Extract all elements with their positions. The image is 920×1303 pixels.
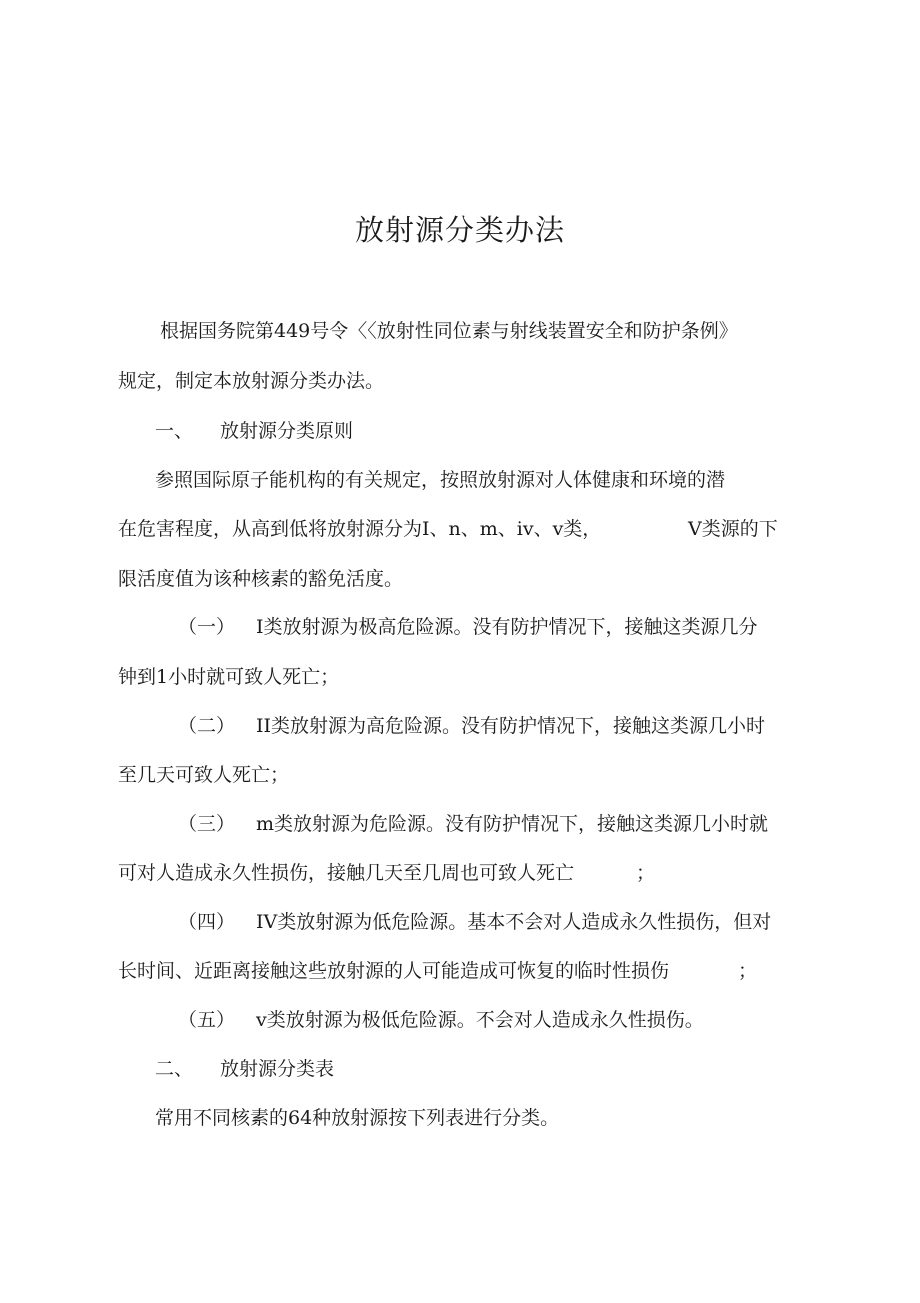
item-1-line-1: I类放射源为极高危险源。没有防护情况下，接触这类源几分 (256, 616, 758, 638)
section-1-para-line-1: 参照国际原子能机构的有关规定，按照放射源对人体健康和环境的潜 (155, 469, 726, 491)
item-2-line-1: II类放射源为高危险源。没有防护情况下，接触这类源几小时 (256, 715, 766, 737)
item-3-line-1: m类放射源为危险源。没有防护情况下，接触这类源几小时就 (256, 813, 769, 835)
item-1-line-2: 钟到1小时就可致人死亡； (118, 666, 340, 688)
section-1-number: 一、 (155, 420, 194, 442)
item-4-line-2-tail: ； (738, 960, 758, 982)
item-5-line-1: v类放射源为极低危险源。不会对人造成永久性损伤。 (256, 1009, 704, 1031)
intro-line-2: 规定，制定本放射源分类办法。 (118, 370, 385, 392)
item-3-number: （三） (178, 813, 236, 835)
section-1-para-line-3: 限活度值为该种核素的豁免活度。 (118, 568, 404, 590)
item-4-line-1: IV类放射源为低危险源。基本不会对人造成永久性损伤，但对 (256, 911, 772, 933)
section-2-heading: 放射源分类表 (220, 1058, 335, 1080)
item-2-number: （二） (178, 715, 236, 737)
intro-line-1: 根据国务院第449号令〈〈放射性同位素与射线装置安全和防护条例》 (160, 320, 738, 342)
page-title: 放射源分类办法 (354, 213, 565, 247)
item-3-line-2: 可对人造成永久性损伤，接触几天至几周也可致人死亡 (118, 862, 575, 884)
item-1-number: （一） (178, 616, 236, 638)
section-2-para: 常用不同核素的64种放射源按下列表进行分类。 (155, 1107, 560, 1129)
item-2-line-2: 至几天可致人死亡； (118, 764, 290, 786)
section-1-para-line-2a: 在危害程度，从高到低将放射源分为I、n、m、iv、v类， (118, 518, 602, 540)
section-1-para-line-2b: V类源的下 (688, 518, 778, 540)
section-2-number: 二、 (155, 1058, 194, 1080)
section-1-heading: 放射源分类原则 (220, 420, 354, 442)
item-4-number: （四） (178, 911, 236, 933)
item-4-line-2: 长时间、近距离接触这些放射源的人可能造成可恢复的临时性损伤 (118, 960, 670, 982)
item-3-line-2-tail: ； (636, 862, 656, 884)
item-5-number: （五） (178, 1009, 236, 1031)
